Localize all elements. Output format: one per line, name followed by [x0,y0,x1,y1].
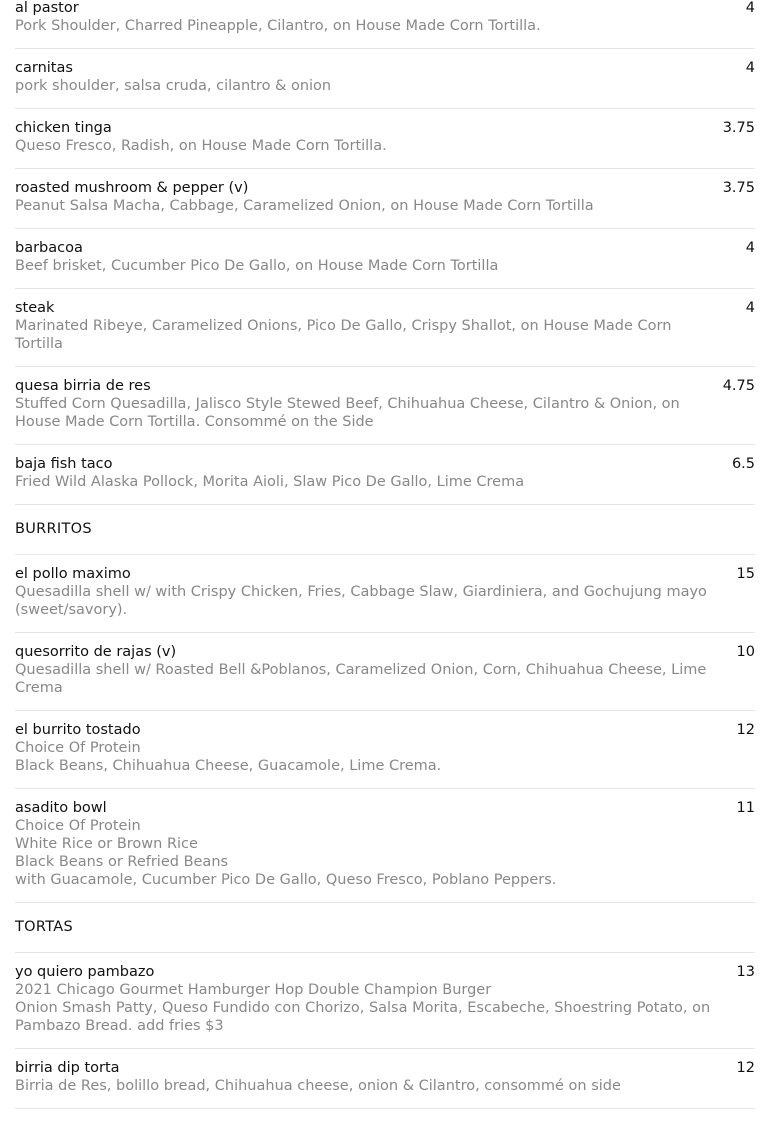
description-line: Choice Of Protein [15,818,141,834]
menu-item[interactable] [15,633,755,711]
menu-item[interactable] [15,169,755,229]
menu-item-description [15,317,755,353]
menu-item-name: carnitas [15,60,73,76]
description-line: Black Beans, Chihuahua Cheese, Guacamole, Lime Crema. [15,758,442,774]
description-line: 2021 Chicago Gourmet Hamburger Hop Double Champion Burger [15,982,492,998]
menu-item-name: chicken tinga [15,120,112,136]
description-line: Fried Wild Alaska Pollock, Morita Aioli, Slaw Pico De Gallo, Lime Crema [15,474,525,490]
menu-item-price: 4 [745,60,755,76]
menu-item[interactable] [15,1049,755,1109]
description-line: Onion Smash Patty, Queso Fundido con Chorizo, Salsa Morita, Escabeche, Shoestring Potato, on Pambazo Bread. add fries $3 [15,1000,711,1034]
menu-item-name: steak [15,300,55,316]
menu-item-name: baja fish taco [15,456,113,472]
menu-item-description [15,473,755,491]
description-line: Queso Fresco, Radish, on House Made Corn Tortilla. [15,138,387,154]
menu-item[interactable] [15,555,755,633]
menu-item-price: 15 [736,566,755,582]
menu-item[interactable] [15,49,755,109]
description-line: Choice Of Protein [15,740,141,756]
menu-item-price: 4 [745,240,755,256]
menu-item-name: birria dip torta [15,1060,120,1076]
description-line: Quesadilla shell w/ Roasted Bell &Poblanos, Caramelized Onion, Corn, Chihuahua Cheese, Lime Crema [15,662,707,696]
description-line: Marinated Ribeye, Caramelized Onions, Pico De Gallo, Crispy Shallot, on House Made Corn Tortilla [15,318,672,352]
menu-item[interactable] [15,0,755,49]
menu-item[interactable] [15,953,755,1049]
menu-item-description [15,583,755,619]
menu-item-name: asadito bowl [15,800,107,816]
menu-item-name: roasted mushroom & pepper (v) [15,180,249,196]
menu-item-description [15,661,755,697]
menu-item-price: 13 [736,964,755,980]
menu-item-description [15,395,755,431]
menu-item-description [15,17,755,35]
description-line: pork shoulder, salsa cruda, cilantro & onion [15,78,332,94]
menu-item-price: 6.5 [731,456,755,472]
description-line: Quesadilla shell w/ with Crispy Chicken, Fries, Cabbage Slaw, Giardiniera, and Gochujung mayo (sweet/savory). [15,584,707,618]
menu-item-name: barbacoa [15,240,83,256]
menu-item-name: quesorrito de rajas (v) [15,644,177,660]
description-line: Black Beans or Refried Beans [15,854,229,870]
menu-item-description [15,981,755,1035]
description-line: White Rice or Brown Rice [15,836,198,852]
menu-item-description [15,739,755,775]
menu-item-name: yo quiero pambazo [15,964,155,980]
menu-item[interactable] [15,229,755,289]
menu-item-name: el burrito tostado [15,722,141,738]
menu-item[interactable] [15,109,755,169]
menu-item-name: al pastor [15,0,79,16]
description-line: Birria de Res, bolillo bread, Chihuahua cheese, onion & Cilantro, consommé on side [15,1078,621,1094]
menu-item-price: 4.75 [722,378,755,394]
menu-item[interactable] [15,445,755,505]
menu-item-name: quesa birria de res [15,378,151,394]
menu-item-name: el pollo maximo [15,566,131,582]
menu-item-price: 11 [736,800,755,816]
section-heading: BURRITOS [15,505,755,555]
menu-item[interactable] [15,367,755,445]
menu-item-price: 3.75 [722,120,755,136]
menu-item-price: 10 [736,644,755,660]
menu-item-description [15,197,755,215]
menu-item-price: 12 [736,1060,755,1076]
menu-item[interactable] [15,789,755,903]
menu-item-price: 12 [736,722,755,738]
menu-item-description [15,137,755,155]
menu-item-description [15,257,755,275]
menu-item-price: 4 [745,0,755,16]
description-line: with Guacamole, Cucumber Pico De Gallo, Queso Fresco, Poblano Peppers. [15,872,557,888]
description-line: Beef brisket, Cucumber Pico De Gallo, on House Made Corn Tortilla [15,258,499,274]
menu-item[interactable] [15,289,755,367]
section-heading: TORTAS [15,903,755,953]
menu-item-description [15,1077,755,1095]
description-line: Pork Shoulder, Charred Pineapple, Cilantro, on House Made Corn Tortilla. [15,18,541,34]
menu-item-description [15,77,755,95]
menu-item[interactable] [15,711,755,789]
menu-list [15,0,755,1109]
menu-item-description [15,817,755,889]
description-line: Stuffed Corn Quesadilla, Jalisco Style Stewed Beef, Chihuahua Cheese, Cilantro & Onion, on House Made Corn Tortilla. Consommé on the Side [15,396,680,430]
menu-item-price: 3.75 [722,180,755,196]
description-line: Peanut Salsa Macha, Cabbage, Caramelized Onion, on House Made Corn Tortilla [15,198,594,214]
menu-item-price: 4 [745,300,755,316]
